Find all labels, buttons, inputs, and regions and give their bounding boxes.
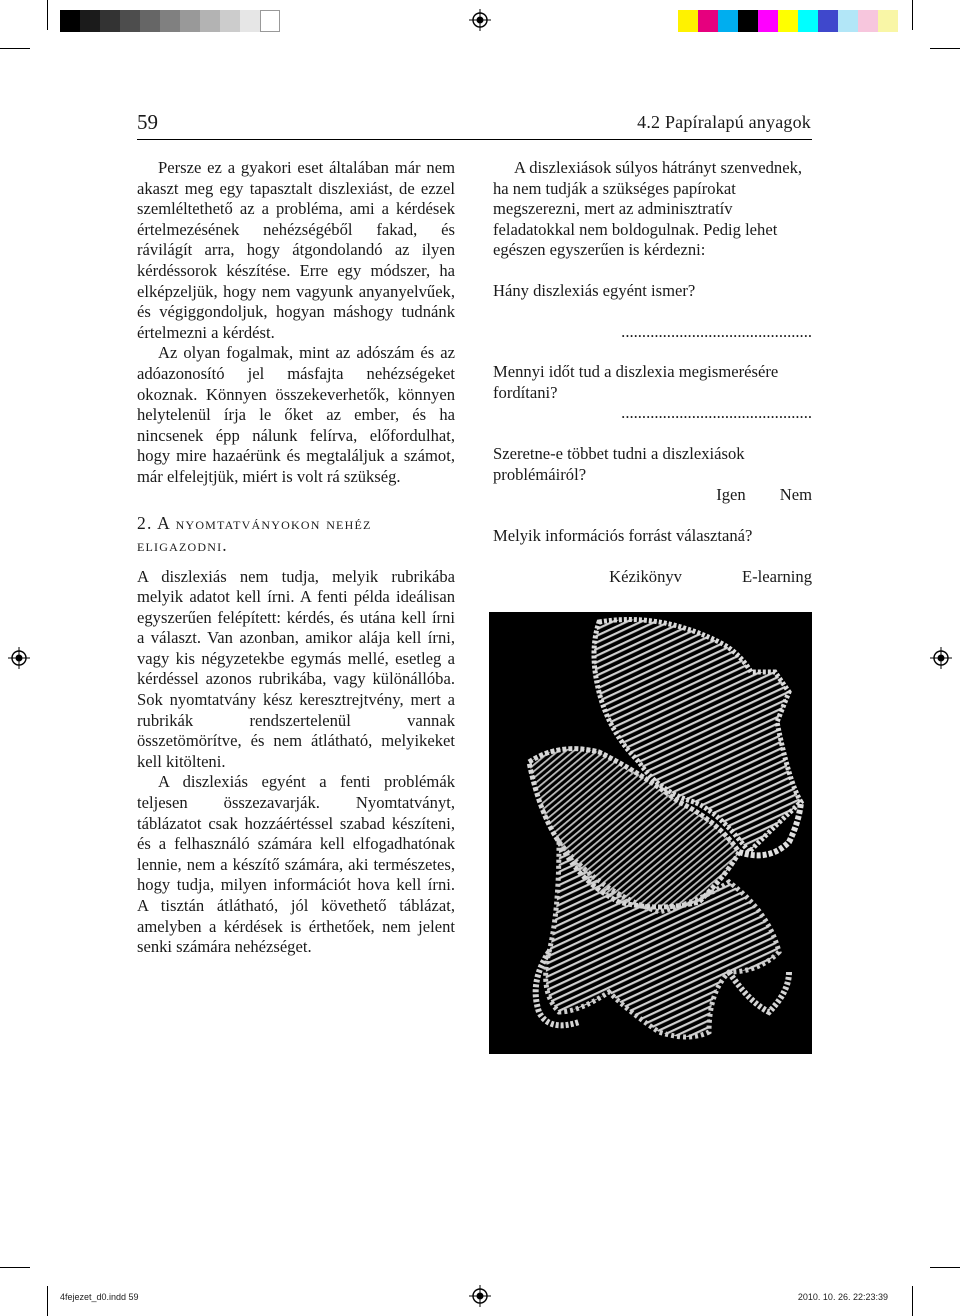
registration-mark-icon <box>469 9 491 31</box>
option-elearning: E-learning <box>741 567 812 587</box>
running-title: 4.2 Papíralapú anyagok <box>637 112 811 132</box>
section-heading: 2. A nyomtatványokon nehéz eligazodni. <box>137 512 372 555</box>
question-1: Hány diszlexiás egyént ismer? <box>493 280 696 300</box>
color-swatch <box>798 10 818 32</box>
gray-swatch <box>160 10 180 32</box>
gray-swatch <box>80 10 100 32</box>
chair-illustration <box>489 612 812 1054</box>
answer-line-2: .............................................. <box>621 403 812 423</box>
gray-swatch <box>60 10 80 32</box>
header-rule <box>137 139 812 140</box>
yes-no-options <box>493 485 812 506</box>
color-swatch <box>738 10 758 32</box>
color-swatch <box>678 10 698 32</box>
option-no: Nem <box>779 485 812 505</box>
color-swatch <box>718 10 738 32</box>
crop-mark <box>930 48 960 49</box>
crop-mark <box>0 1267 30 1268</box>
right-column <box>493 158 812 588</box>
crop-mark <box>912 1286 913 1316</box>
color-swatch <box>758 10 778 32</box>
paragraph: A diszlexiás egyént a fenti problémák teljesen összezavarják. Nyomtatványt, táblázatot csak hozzáértéssel szabad készíteni, és a felhasználó számára kell elfogadhatónak lennie, nem a készítő számára, aki természetes, hogy tudja, milyen információt hova kell írni. A tisztán átlátható, jól követhető táblázat, amelyben a kérdések is érthetőek, nem jelent senki számára nehézséget. <box>137 772 455 957</box>
color-swatch <box>698 10 718 32</box>
question-3: Szeretne-e többet tudni a diszlexiások problémáiról? <box>493 443 745 484</box>
answer-line-1: .............................................. <box>621 321 812 341</box>
left-column <box>137 158 455 958</box>
page-number: 59 <box>137 110 158 134</box>
paragraph: Persze ez a gyakori eset általában már nem akaszt meg egy tapasztalt diszlexiást, de ezzel szemléltethető az a probléma, ami a kérdések értelmezésének nehézségéből fakad, és rávilágít arra, hogy átgondolandó az ilyen kérdéssorok készítése. Erre egy módszer, ha elképzeljük, hogy nem vagyunk anyanyelvűek, és végiggondoljuk, hogyan máshogy tudnánk értelmezni a kérdést. <box>137 158 455 342</box>
registration-mark-icon <box>8 647 30 669</box>
registration-mark-icon <box>930 647 952 669</box>
color-swatch <box>778 10 798 32</box>
question-4: Melyik információs forrást választaná? <box>493 525 753 545</box>
gray-swatch <box>240 10 260 32</box>
color-swatch <box>818 10 838 32</box>
gray-swatch <box>220 10 240 32</box>
gray-swatch <box>200 10 220 32</box>
question-2: Mennyi időt tud a diszlexia megismerésére fordítani? <box>493 362 779 402</box>
paragraph: A diszlexiás nem tudja, melyik rubrikába melyik adatot kell írni. A fenti példa ideálisan egyszerűen felépített: kérdés, és utána kell írni a választ. Van azonban, amikor alája kell írni, vagy kis négyzetekbe egymás mellé, esetleg a kérdéssel azonos rubrikába, vagy különállóba. Sok nyomtatvány kész keresztrejtvény, mert a rubrikák rendszertelenül vannak összetömörítve, és nem átlátható, melyikeket kell kitölteni. <box>137 566 455 771</box>
source-options <box>493 567 812 588</box>
gray-swatch <box>120 10 140 32</box>
color-swatch <box>878 10 898 32</box>
color-swatch <box>838 10 858 32</box>
registration-mark-icon <box>469 1285 491 1307</box>
gray-swatch <box>260 10 280 32</box>
crop-mark <box>47 1286 48 1316</box>
file-slug: 4fejezet_d0.indd 59 <box>60 1292 139 1302</box>
crop-mark <box>930 1267 960 1268</box>
crop-mark <box>47 0 48 30</box>
color-swatch <box>858 10 878 32</box>
option-yes: Igen <box>716 485 746 505</box>
crop-mark <box>0 48 30 49</box>
gray-swatch <box>100 10 120 32</box>
gray-swatch <box>140 10 160 32</box>
option-handbook: Kézikönyv <box>609 567 682 587</box>
crop-mark <box>912 0 913 30</box>
gray-swatch <box>180 10 200 32</box>
paragraph: Az olyan fogalmak, mint az adószám és az adóazonosító jel másfajta nehézségeket okoznak. Könnyen összekeverhetők, könnyen helytelenül írja le őket az ember, és ha nincsenek épp nálunk felírva, előfordulhat, hogy mire hazaérünk és megtaláljuk a számot, már elfelejtjük, miért is volt rá szükség. <box>137 343 455 486</box>
intro-paragraph: A diszlexiások súlyos hátrányt szenvednek, ha nem tudják a szükséges papírokat megszerezni, mert az adminisztratív feladatokkal nem boldogulnak. Pedig lehet egészen egyszerűen is kérdezni: <box>493 158 803 260</box>
timestamp-slug: 2010. 10. 26. 22:23:39 <box>797 1292 888 1302</box>
